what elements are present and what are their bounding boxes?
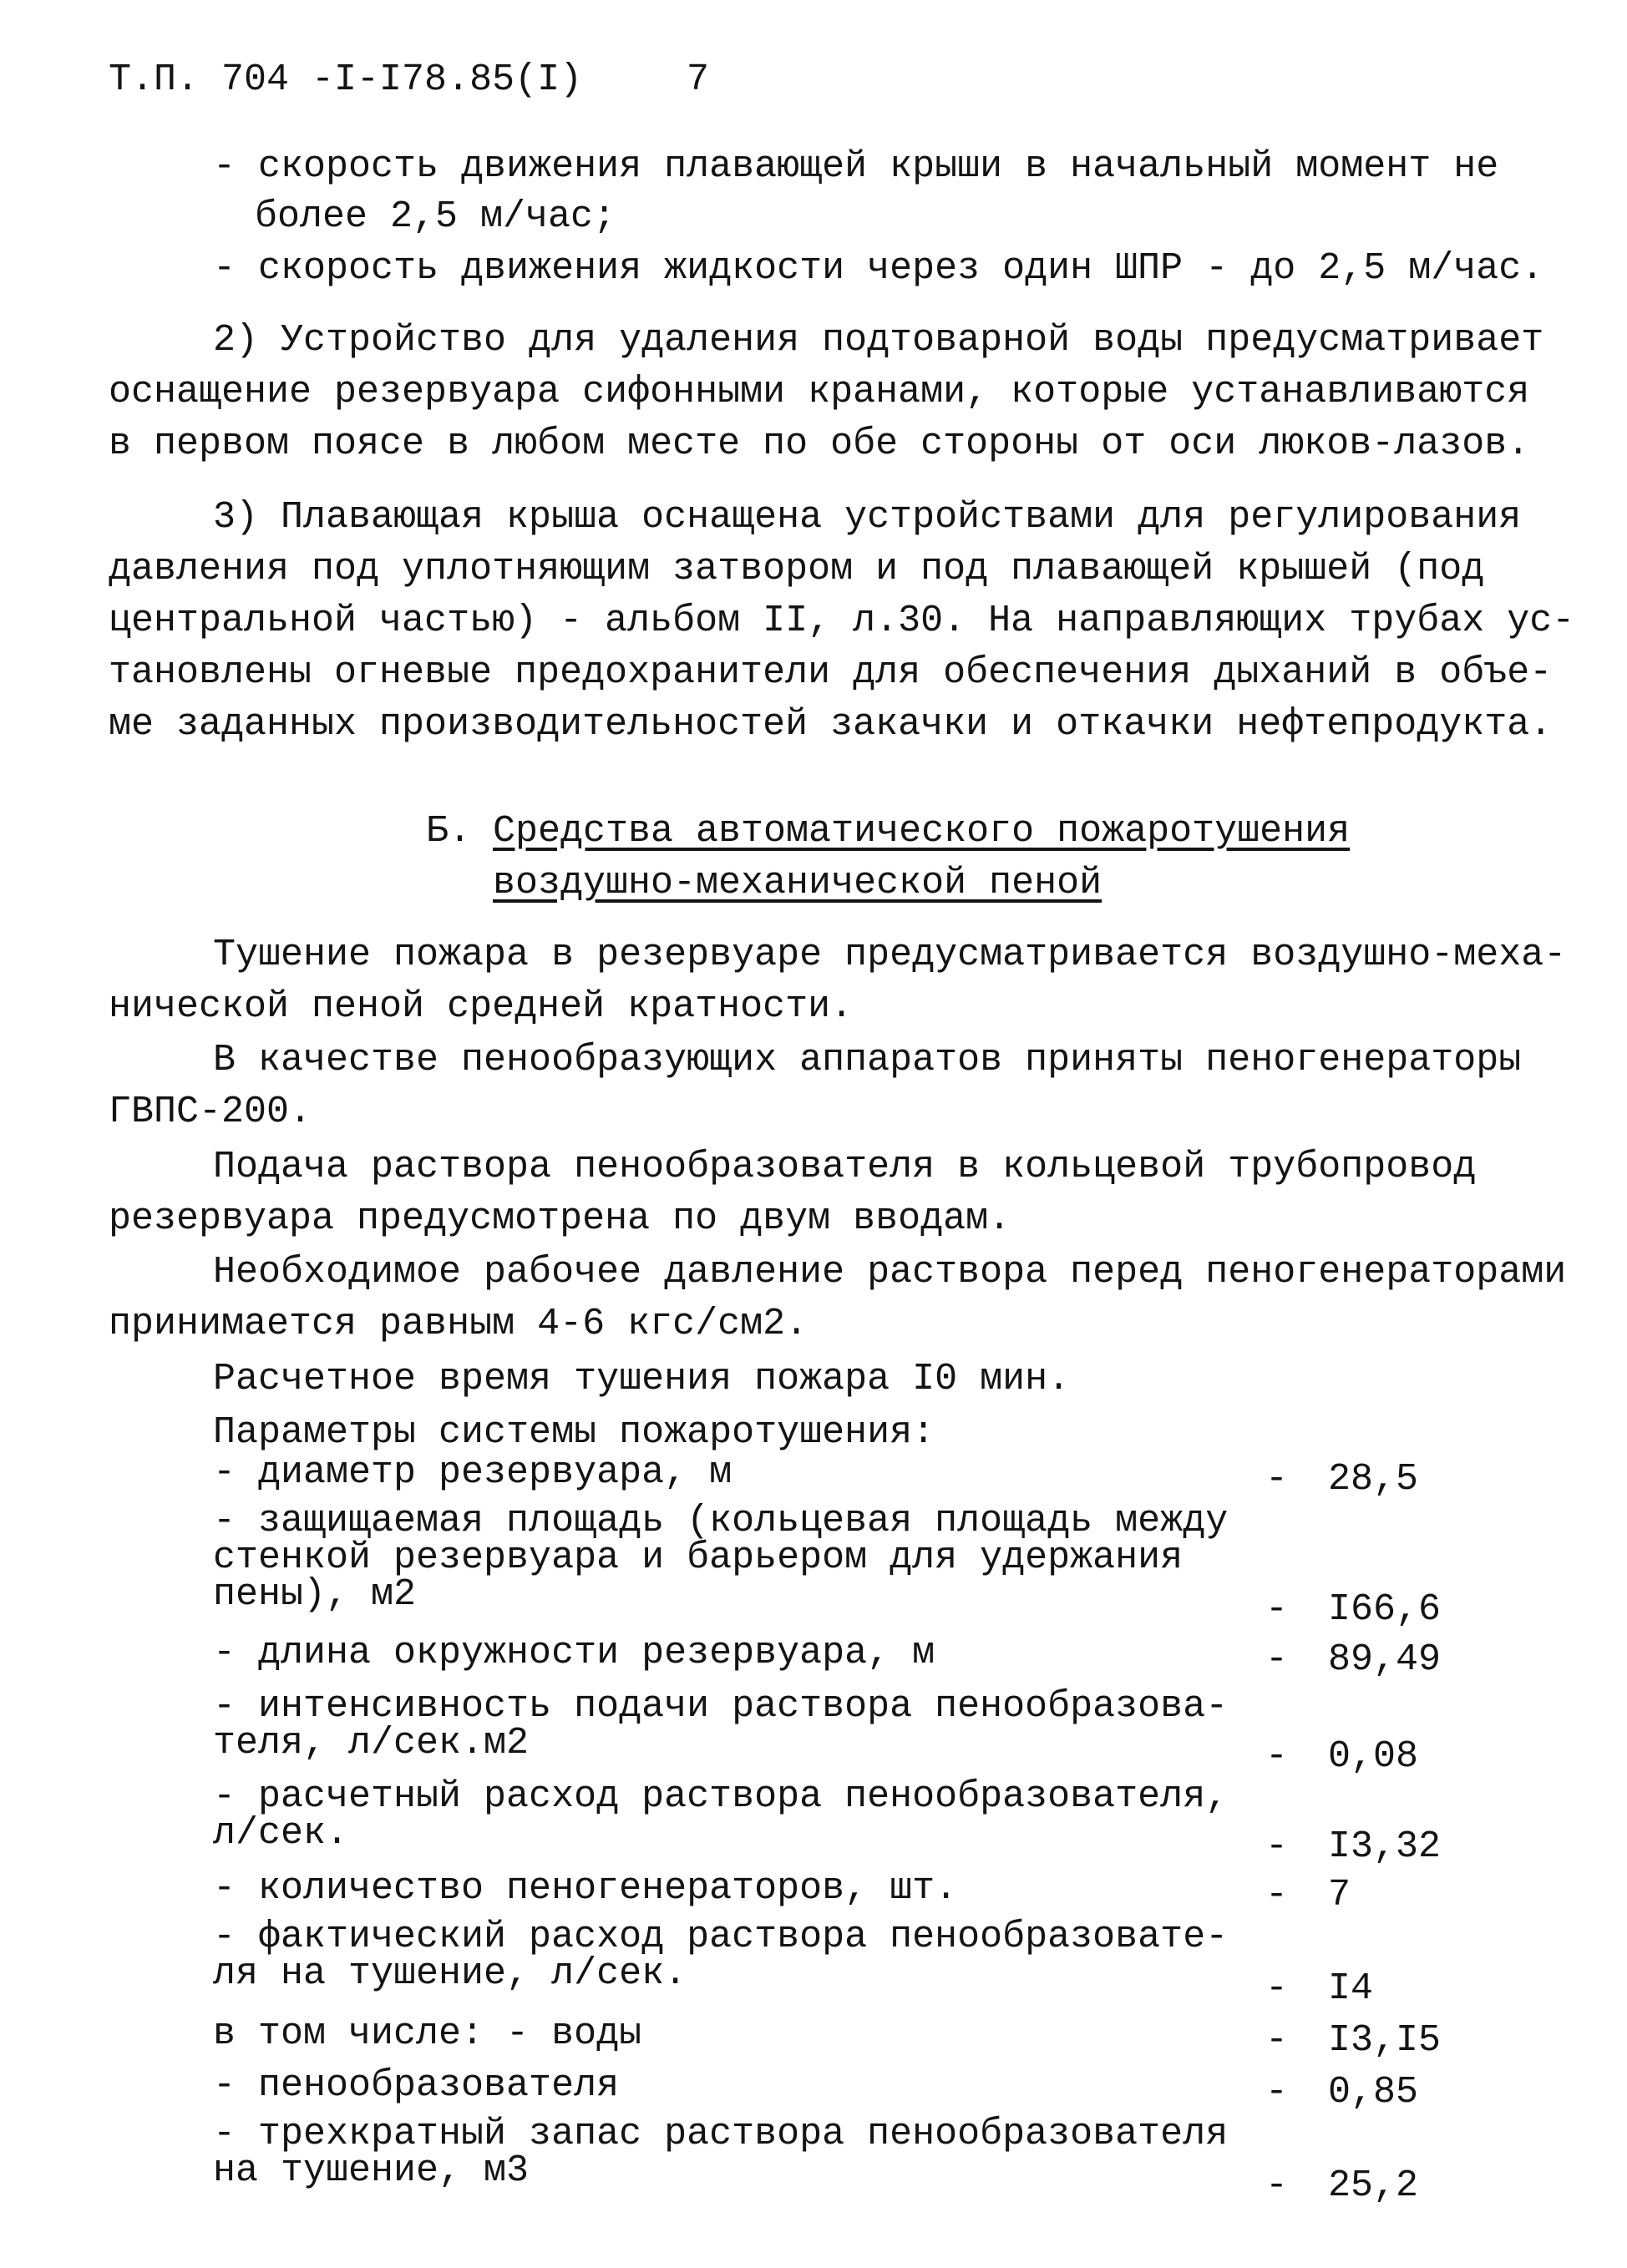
- param-dash: -: [1265, 2071, 1289, 2114]
- body-paragraph-2-line-1: В качестве пенообразующих аппаратов приняты пеногенераторы: [213, 1039, 1522, 1081]
- body-paragraph-2-line-2: ГВПС-200.: [109, 1091, 312, 1133]
- body-paragraph-4-line-2: принимается равным 4-6 кгс/см2.: [109, 1303, 808, 1345]
- body-paragraph-6: Параметры системы пожаротушения:: [213, 1411, 935, 1454]
- param-label-line: пены), м2: [213, 1573, 417, 1616]
- body-paragraph-3-line-2: резервуара предусмотрена по двум вводам.: [109, 1197, 1011, 1240]
- body-paragraph-1-line-1: Тушение пожара в резервуаре предусматривается воздушно-меха-: [213, 934, 1567, 976]
- paragraph-3-line-5: ме заданных производительностей закачки и откачки нефтепродукта.: [109, 703, 1553, 746]
- param-label-line: - количество пеногенераторов, шт.: [213, 1867, 958, 1910]
- param-label-line: - диаметр резервуара, м: [213, 1451, 732, 1494]
- param-value: 89,49: [1328, 1638, 1442, 1681]
- param-dash: -: [1265, 1638, 1289, 1681]
- section-title-line-1: Средства автоматического пожаротушения: [493, 810, 1351, 853]
- param-dash: -: [1265, 1588, 1289, 1631]
- param-dash: -: [1265, 1874, 1289, 1916]
- paragraph-3-line-2: давления под уплотняющим затвором и под плавающей крышей (под: [109, 548, 1485, 590]
- param-value: I3,32: [1328, 1825, 1442, 1868]
- param-value: 0,08: [1328, 1735, 1419, 1778]
- param-label-line: теля, л/сек.м2: [213, 1722, 530, 1764]
- param-label-line: - пенообразователя: [213, 2064, 620, 2107]
- paragraph-3-line-4: тановлены огневые предохранители для обеспечения дыханий в объе-: [109, 651, 1553, 694]
- bullet-roof-speed-line-2: более 2,5 м/час;: [255, 195, 616, 238]
- param-value: 7: [1328, 1874, 1351, 1916]
- param-dash: -: [1265, 1825, 1289, 1868]
- param-label-line: стенкой резервуара и барьером для удержания: [213, 1536, 1184, 1579]
- param-label-line: - интенсивность подачи раствора пенообразова-: [213, 1685, 1229, 1728]
- param-value: 0,85: [1328, 2071, 1419, 2114]
- param-dash: -: [1265, 1458, 1289, 1501]
- paragraph-3-line-1: 3) Плавающая крыша оснащена устройствами для регулирования: [213, 496, 1522, 539]
- param-dash: -: [1265, 2019, 1289, 2062]
- param-label-line: на тушение, м3: [213, 2149, 530, 2192]
- param-label-line: - расчетный расход раствора пенообразователя,: [213, 1775, 1229, 1818]
- param-value: 28,5: [1328, 1458, 1419, 1501]
- bullet-liquid-speed: - скорость движения жидкости через один ШПР - до 2,5 м/час.: [213, 247, 1544, 290]
- paragraph-3-line-3: центральной частью) - альбом II, л.30. На направляющих трубах ус-: [109, 600, 1575, 642]
- param-dash: -: [1265, 1967, 1289, 2010]
- param-label-line: л/сек.: [213, 1812, 349, 1855]
- paragraph-2-line-2: оснащение резервуара сифонными кранами, которые устанавливаются: [109, 371, 1530, 413]
- param-label-line: - защищаемая площадь (кольцевая площадь между: [213, 1500, 1229, 1542]
- section-letter: Б.: [426, 810, 472, 853]
- param-value: I3,I5: [1328, 2019, 1442, 2062]
- page-number: 7: [687, 58, 710, 101]
- param-value: 25,2: [1328, 2164, 1419, 2207]
- param-dash: -: [1265, 2164, 1289, 2207]
- paragraph-2-line-1: 2) Устройство для удаления подтоварной воды предусматривает: [213, 319, 1544, 362]
- body-paragraph-3-line-1: Подача раствора пенообразователя в кольцевой трубопровод: [213, 1146, 1477, 1188]
- paragraph-2-line-3: в первом поясе в любом месте по обе стороны от оси люков-лазов.: [109, 423, 1530, 465]
- param-value: I66,6: [1328, 1588, 1442, 1631]
- document-code: Т.П. 704 -I-I78.85(I): [109, 58, 583, 101]
- section-title-line-2: воздушно-механической пеной: [493, 862, 1102, 904]
- body-paragraph-4-line-1: Необходимое рабочее давление раствора перед пеногенераторами: [213, 1251, 1567, 1293]
- body-paragraph-1-line-2: нической пеной средней кратности.: [109, 985, 854, 1028]
- body-paragraph-5: Расчетное время тушения пожара I0 мин.: [213, 1358, 1071, 1400]
- param-label-line: - фактический расход раствора пенообразовате-: [213, 1916, 1229, 1958]
- bullet-roof-speed-line-1: - скорость движения плавающей крыши в начальный момент не: [213, 145, 1499, 188]
- param-label-line: - длина окружности резервуара, м: [213, 1632, 935, 1674]
- param-label-line: ля на тушение, л/сек.: [213, 1952, 687, 1995]
- param-label-line: - трехкратный запас раствора пенообразователя: [213, 2113, 1229, 2155]
- param-value: I4: [1328, 1967, 1374, 2010]
- param-label-line: в том числе: - воды: [213, 2012, 642, 2055]
- param-dash: -: [1265, 1735, 1289, 1778]
